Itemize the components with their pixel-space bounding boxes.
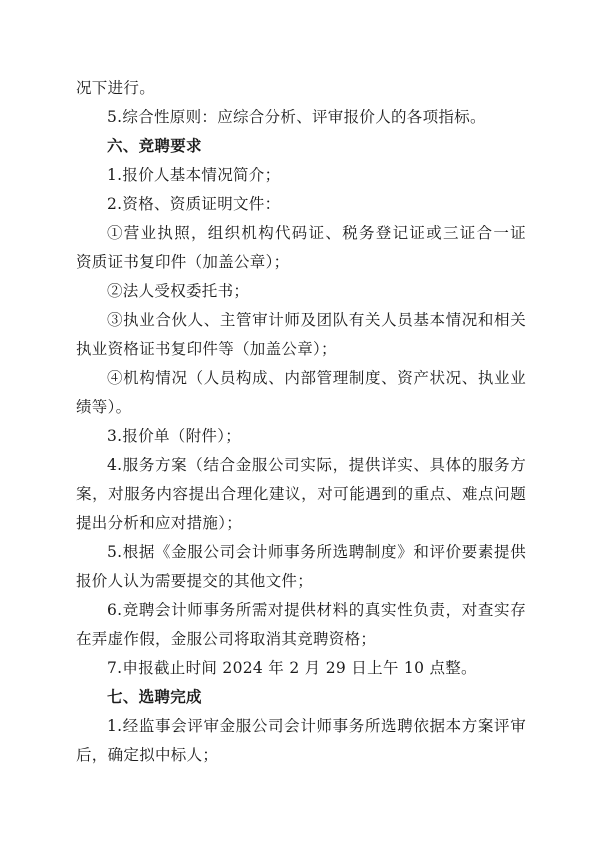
list-item: 7.申报截止时间 2024 年 2 月 29 日上午 10 点整。 bbox=[107, 659, 477, 677]
text-line: 案，对服务内容提出合理化建议，对可能遇到的重点、难点问题 bbox=[76, 485, 526, 503]
text-line: 资质证书复印件（加盖公章）； bbox=[76, 253, 290, 271]
list-item: ②法人受权委托书； bbox=[107, 282, 250, 300]
text-line: 后，确定拟中标人； bbox=[76, 746, 219, 764]
list-item: 1.经监事会评审金服公司会计师事务所选聘依据本方案评审 bbox=[107, 717, 526, 735]
text-line: 提出分析和应对措施）； bbox=[76, 514, 243, 532]
text-line: 况下进行。 bbox=[76, 79, 156, 97]
list-item: ④机构情况（人员构成、内部管理制度、资产状况、执业业 bbox=[107, 369, 526, 387]
text-line: 执业资格证书复印件等（加盖公章）； bbox=[76, 340, 337, 358]
list-item: 4.服务方案（结合金服公司实际，提供详实、具体的服务方 bbox=[107, 456, 526, 474]
document-body bbox=[76, 74, 526, 770]
section-heading: 七、选聘完成 bbox=[107, 688, 202, 706]
list-item: 1.报价人基本情况简介； bbox=[107, 166, 281, 184]
list-item: 6.竞聘会计师事务所需对提供材料的真实性负责，对查实存 bbox=[107, 601, 526, 619]
list-item: 2.资格、资质证明文件： bbox=[107, 195, 281, 213]
text-line: 报价人认为需要提交的其他文件； bbox=[76, 572, 314, 590]
text-line: 5.综合性原则：应综合分析、评审报价人的各项指标。 bbox=[107, 108, 486, 126]
section-heading: 六、竞聘要求 bbox=[107, 137, 202, 155]
list-item: 5.根据《金服公司会计师事务所选聘制度》和评价要素提供 bbox=[107, 543, 526, 561]
list-item: 3.报价单（附件）； bbox=[107, 427, 242, 445]
list-item: ③执业合伙人、主管审计师及团队有关人员基本情况和相关 bbox=[107, 311, 526, 329]
list-item: ①营业执照，组织机构代码证、税务登记证或三证合一证 bbox=[107, 224, 526, 242]
text-line: 绩等）。 bbox=[76, 398, 132, 416]
text-line: 在弄虚作假，金服公司将取消其竞聘资格； bbox=[76, 630, 377, 648]
